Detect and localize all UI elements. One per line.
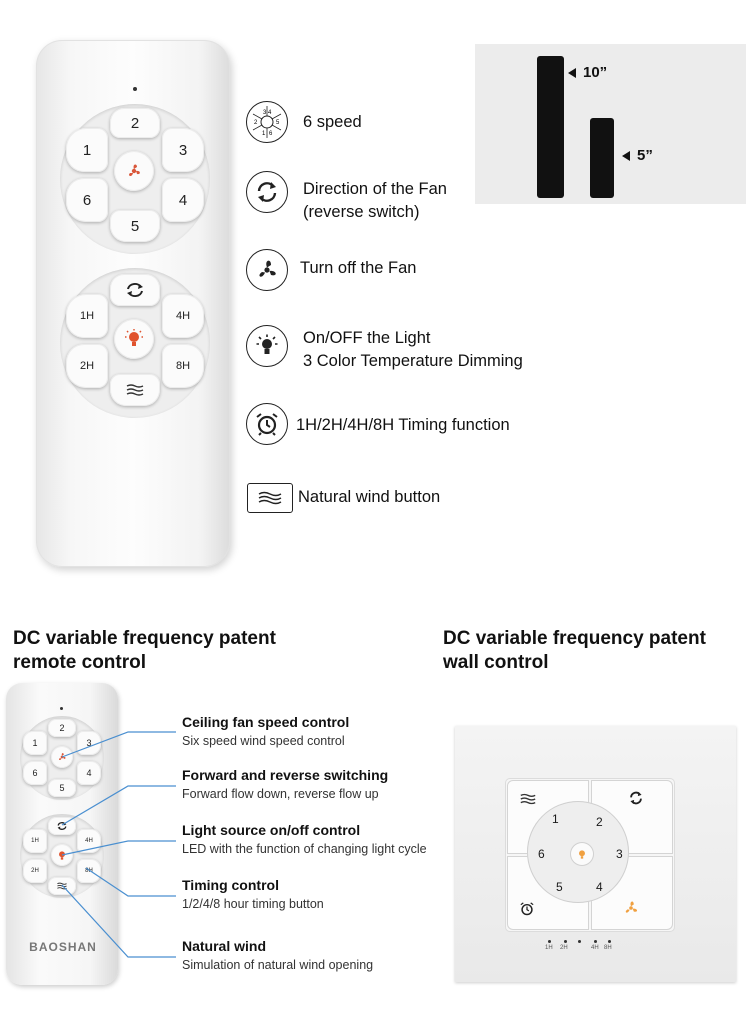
timer-button-label: 1H [79,310,95,322]
speed-button-label: 2 [130,114,140,132]
callout-title-reverse: Forward and reverse switching [182,767,389,783]
callout-desc-light: LED with the function of changing light cycle [182,842,427,856]
wall-heading-line1: DC variable frequency patent [443,628,706,649]
legend-label-direction-sub: (reverse switch) [303,203,420,221]
callout-line-light [62,841,176,855]
light-bulb-icon [576,848,588,861]
wall-speed-4: 4 [596,880,603,894]
small-button-label: 4H [85,838,93,844]
legend-label-wind: Natural wind button [298,488,441,506]
small-button-label: 1H [31,838,39,844]
small-button-label: 2H [31,868,39,874]
small-button-label: 8H [85,868,93,874]
remote-heading-line2: remote control [13,652,147,673]
wall-speed-3: 3 [616,847,623,861]
callout-title-wind: Natural wind [182,938,267,954]
callout-desc-speed: Six speed wind speed control [182,734,345,748]
callout-desc-reverse: Forward flow down, reverse flow up [182,787,379,801]
timer-button-label: 8H [175,360,191,372]
speed-dial-digit: 5 [276,120,280,126]
small-button-label: 4 [86,768,92,778]
wall-speed-1: 1 [552,812,559,826]
legend-label-speed: 6 speed [303,113,362,131]
wall-speed-6: 6 [538,847,545,861]
size-label-long: 10” [583,64,608,81]
timer-indicator-label: 8H [604,945,612,951]
speed-dial-digit: 1 [262,131,266,137]
timer-button-label: 4H [175,310,191,322]
timer-indicator-dot [594,940,597,943]
callout-line-reverse [62,786,176,825]
speed-dial-digit: 6 [269,131,273,137]
callout-desc-timer: 1/2/4/8 hour timing button [182,897,324,911]
timer-indicator-label: 2H [560,945,568,951]
wall-reverse-icon [628,790,644,811]
small-button-label: 2 [59,723,65,733]
legend-label-direction: Direction of the Fan [303,180,447,198]
callout-line-timer [86,868,176,896]
legend-label-light: On/OFF the Light [303,329,431,347]
wall-fan-icon [622,899,640,922]
speed-button-label: 5 [130,217,140,235]
legend-label-light-sub: 3 Color Temperature Dimming [303,352,523,370]
speed-button-label: 4 [178,191,188,209]
small-button-label: 5 [59,783,65,793]
timer-indicator-dot [564,940,567,943]
speed-button-label: 6 [82,191,92,209]
callout-title-light: Light source on/off control [182,822,361,838]
wall-speed-2: 2 [596,815,603,829]
wall-wind-icon [519,792,537,811]
callout-title-timer: Timing control [182,877,279,893]
speed-dial-digit: 3 [263,110,267,116]
timer-indicator-dot [608,940,611,943]
alarm-clock-icon [519,901,535,917]
speed-dial-digit: 4 [268,110,272,116]
timer-indicator-dot [548,940,551,943]
callout-title-speed: Ceiling fan speed control [182,714,350,730]
legend-label-timer: 1H/2H/4H/8H Timing function [296,416,510,434]
wall-heading-line2: wall control [443,652,549,673]
timer-indicator-label: 1H [545,945,553,951]
timer-indicator-label: 4H [591,945,599,951]
fan-icon [622,899,640,917]
reverse-arrows-icon [628,790,644,806]
wall-speed-5: 5 [556,880,563,894]
small-button-label: 6 [32,768,38,778]
small-button-label: 1 [32,738,38,748]
small-button-label: 3 [86,738,92,748]
wall-timer-icon [519,901,535,922]
wall-light-key [571,843,593,865]
timer-button-label: 2H [79,360,95,372]
callout-line-speed [62,732,176,757]
speed-button-label: 3 [178,141,188,159]
legend-label-fan: Turn off the Fan [300,259,417,277]
remote-heading-line1: DC variable frequency patent [13,628,276,649]
speed-dial-digit: 2 [254,120,258,126]
size-label-short: 5” [637,147,653,164]
callout-desc-wind: Simulation of natural wind opening [182,958,374,972]
timer-indicator-dot [578,940,581,943]
brand-logo: BAOSHAN [29,940,97,954]
speed-button-label: 1 [82,141,92,159]
wind-waves-icon [519,792,537,806]
